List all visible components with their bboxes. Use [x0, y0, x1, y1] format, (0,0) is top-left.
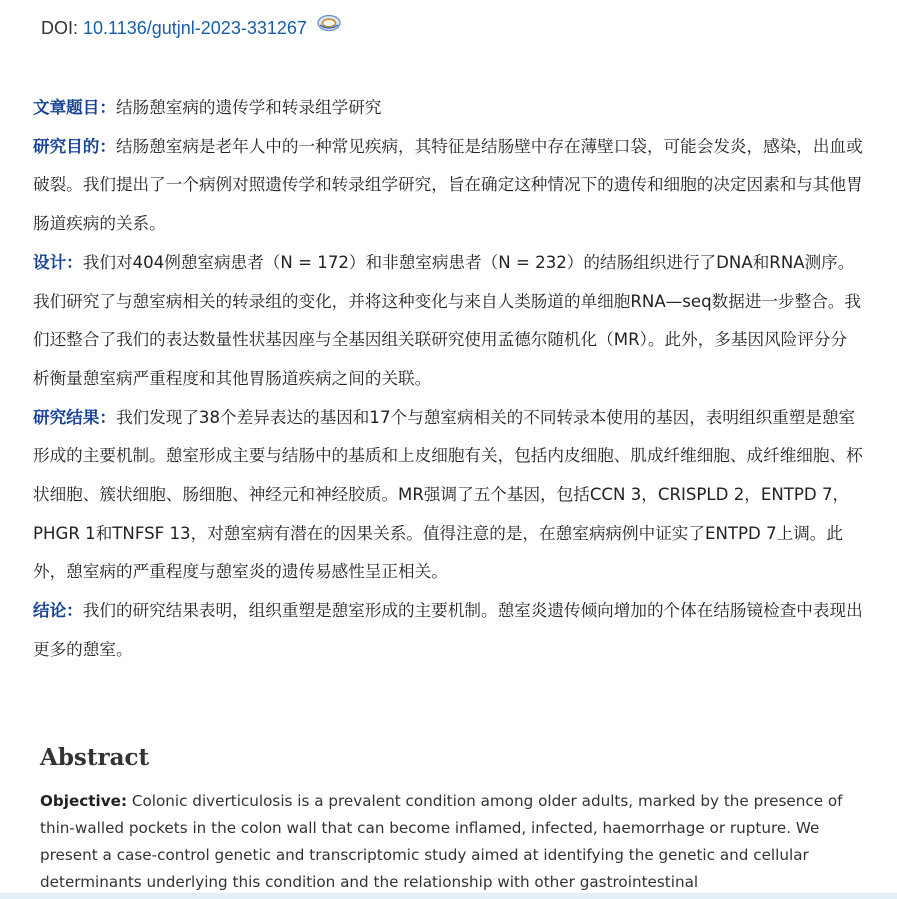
cn-design-paragraph [33, 244, 863, 399]
cn-title-paragraph [33, 89, 863, 128]
bottom-scroll-edge [0, 893, 897, 899]
cn-title-text: 结肠憩室病的遗传学和转录组学研究 [115, 98, 382, 117]
cn-objective-label: 研究目的： [33, 136, 116, 156]
english-abstract-objective [40, 788, 870, 896]
cn-results-label: 研究结果： [33, 407, 116, 427]
cn-conclusion-label: 结论： [33, 601, 83, 621]
cn-objective-paragraph [33, 128, 863, 244]
cn-conclusion-text: 我们的研究结果表明，组织重塑是憩室形成的主要机制。憩室炎遗传倾向增加的个体在结肠镜检查中表现出更多的憩室。 [33, 601, 863, 659]
chinese-abstract [33, 89, 863, 670]
doi-line [41, 14, 342, 42]
cn-results-paragraph [33, 399, 863, 593]
doi-label: DOI: [41, 18, 79, 38]
cn-title-label: 文章题目： [33, 98, 116, 117]
pubmed-logo-icon[interactable] [316, 12, 342, 40]
en-objective-label: Objective: [40, 792, 128, 810]
cn-conclusion-paragraph [33, 592, 863, 669]
doi-link[interactable]: 10.1136/gutjnl-2023-331267 [83, 18, 307, 38]
cn-design-text: 我们对404例憩室病患者（N = 172）和非憩室病患者（N = 232）的结肠组织进行了DNA和RNA测序。我们研究了与憩室病相关的转录组的变化，并将这种变化与来自人类肠道的单细胞RNA—seq数据进一步整合。我们还整合了我们的表达数量性状基因座与全基因组关联研究使用孟德尔随机化（MR）。此外，多基因风险评分分析衡量憩室病严重程度和其他胃肠道疾病之间的关联。 [33, 252, 861, 388]
en-objective-text: Colonic diverticulosis is a prevalent condition among older adults, marked by the presence of thin-walled pockets in the colon wall that can become inflamed, infected, haemorrhage or rupture. We present a case-control genetic and transcriptomic study aimed at identifying the genetic and cellular determinants underlying this condition and the relationship with other gastrointestinal [40, 792, 843, 891]
cn-results-text: 我们发现了38个差异表达的基因和17个与憩室病相关的不同转录本使用的基因，表明组织重塑是憩室形成的主要机制。憩室形成主要与结肠中的基质和上皮细胞有关，包括内皮细胞、肌成纤维细胞、成纤维细胞、杯状细胞、簇状细胞、肠细胞、神经元和神经胶质。MR强调了五个基因，包括CCN 3，CRISPLD 2，ENTPD 7，PHGR 1和TNFSF 13，对憩室病有潜在的因果关系。值得注意的是，在憩室病病例中证实了ENTPD 7上调。此外，憩室病的严重程度与憩室炎的遗传易感性呈正相关。 [33, 407, 863, 582]
abstract-heading: Abstract [40, 744, 150, 771]
cn-objective-text: 结肠憩室病是老年人中的一种常见疾病，其特征是结肠壁中存在薄壁口袋，可能会发炎，感染，出血或破裂。我们提出了一个病例对照遗传学和转录组学研究，旨在确定这种情况下的遗传和细胞的决定因素和与其他胃肠道疾病的关系。 [33, 136, 863, 234]
cn-design-label: 设计： [33, 252, 83, 272]
